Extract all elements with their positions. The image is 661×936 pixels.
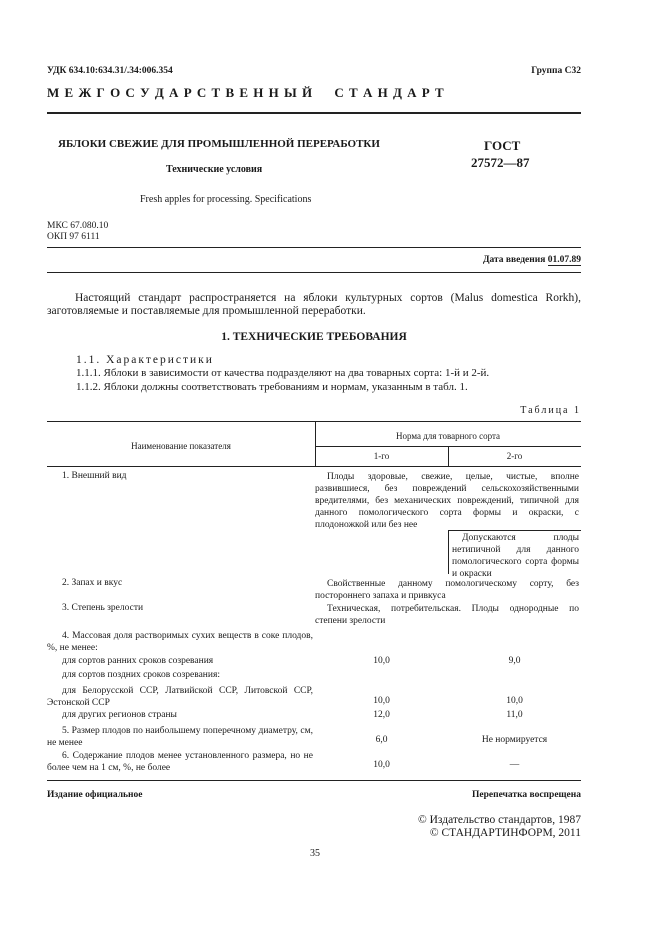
row-solids-late-name: для сортов поздних сроков созревания: [62, 670, 220, 680]
row-solids-other-v2: 11,0 [506, 710, 523, 720]
codes-rule [47, 247, 581, 248]
row-solids-other-v1: 12,0 [373, 710, 390, 720]
col-header-norm: Норма для товарного сорта [395, 431, 501, 441]
okp-code: ОКП 97 6111 [47, 232, 100, 242]
mks-code: МКС 67.080.10 [47, 221, 109, 231]
row-smell-both: Свойственные данному помологическому сорту, без постороннего запаха и привкуса [315, 579, 579, 601]
intro-date-value: 01.07.89 [547, 255, 581, 265]
row-size-v1: 6,0 [375, 735, 388, 745]
row-appearance-grade2: Допускаются плоды нетипичной для данного помологического сорта формы и окраски [452, 533, 579, 579]
udk-code: УДК 634.10:634.31/.34:006.354 [47, 66, 173, 76]
table-bottom-rule [47, 780, 581, 781]
row-undersize-v1: 10,0 [373, 760, 390, 770]
col-header-grade2: 2-го [506, 451, 523, 461]
row-size-name: 5. Размер плодов по наибольшему поперечному диаметру, см, не менее [47, 726, 313, 748]
date-rule [47, 272, 581, 273]
header-rule [47, 112, 581, 114]
row-solids-early-v1: 10,0 [373, 656, 390, 666]
row-ripeness-name: 3. Степень зрелости [62, 603, 144, 613]
row-solids-early-name: для сортов ранних сроков созревания [62, 656, 214, 666]
standard-title: ЯБЛОКИ СВЕЖИЕ ДЛЯ ПРОМЫШЛЕННОЙ ПЕРЕРАБОТКИ [58, 138, 380, 150]
row-solids-baltic-v2: 10,0 [506, 696, 523, 706]
row-size-v2: Не нормируется [481, 735, 548, 745]
row-solids-other-name: для других регионов страны [62, 710, 177, 720]
table-top-rule [47, 421, 581, 422]
row-solids-early-v2: 9,0 [508, 656, 521, 666]
row-undersize-name: 6. Содержание плодов менее установленного размера, но не более чем на 1 см, %, не более [47, 751, 313, 773]
row-appearance-name: 1. Внешний вид [62, 471, 127, 481]
intro-paragraph: Настоящий стандарт распространяется на яблоки культурных сортов (Malus domestica Rorkh), заготовляемые и поставляемые для промышленной переработки. [47, 292, 581, 317]
clause-1-1-1: 1.1.1. Яблоки в зависимости от качества подразделяют на два товарных сорта: 1-й и 2-й. [76, 367, 490, 379]
row-smell-name: 2. Запах и вкус [62, 578, 123, 588]
interstate-standard-banner: М Е Ж Г О С У Д А Р С Т В Е Н Н Ы Й С Т А Н Д А Р Т [47, 85, 445, 100]
table-row1-divider [448, 530, 449, 574]
group-code: Группа С32 [531, 66, 581, 76]
reprint-prohibited: Перепечатка воспрещена [471, 790, 581, 800]
col-header-name: Наименование показателя [131, 441, 231, 451]
gost-label: ГОСТ [484, 138, 521, 153]
row-appearance-both: Плоды здоровые, свежие, целые, чистые, вполне развившиеся, без повреждений сельскохозяйственными вредителями, без механических повреждений, типичной для данного помологического сорта формы и окраски, с плодоножкой или без нее [315, 472, 579, 530]
row-solids-name: 4. Массовая доля растворимых сухих веществ в соке плодов, %, не менее: [47, 631, 313, 653]
row-solids-baltic-v1: 10,0 [373, 696, 390, 706]
clause-1-1-2: 1.1.2. Яблоки должны соответствовать требованиям и нормам, указанным в табл. 1. [76, 381, 468, 393]
row-solids-baltic-name: для Белорусской ССР, Латвийской ССР, Литовской ССР, Эстонской ССР [47, 686, 313, 708]
intro-date [483, 255, 581, 265]
page-number: 35 [310, 848, 320, 859]
table-header-bottom-rule [47, 466, 581, 467]
official-edition: Издание официальное [47, 790, 143, 800]
table-caption: Таблица 1 [520, 405, 581, 416]
section-heading: 1. ТЕХНИЧЕСКИЕ ТРЕБОВАНИЯ [221, 331, 407, 343]
standard-subtitle: Технические условия [166, 164, 263, 175]
copyright-1987: © Издательство стандартов, 1987 [417, 814, 581, 826]
col-header-grade1: 1-го [373, 451, 390, 461]
row-ripeness-both: Техническая, потребительская. Плоды однородные по степени зрелости [315, 604, 579, 626]
clause-1-1: 1.1. Характеристики [76, 354, 214, 366]
row-undersize-v2: — [509, 760, 520, 770]
english-title: Fresh apples for processing. Specifications [140, 194, 312, 205]
gost-number: 27572—87 [471, 155, 530, 170]
intro-date-label: Дата введения [482, 255, 546, 265]
copyright-2011: © СТАНДАРТИНФОРМ, 2011 [429, 827, 581, 839]
